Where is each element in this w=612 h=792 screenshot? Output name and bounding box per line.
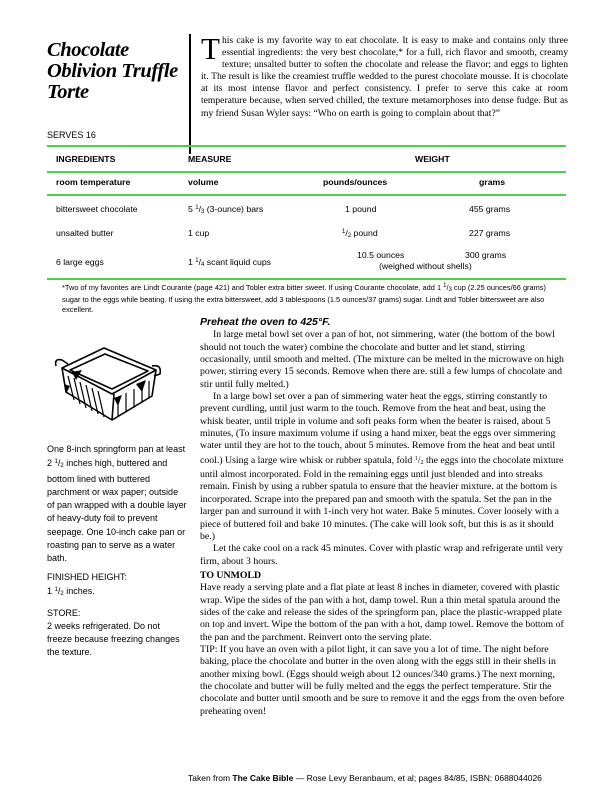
header-weight: WEIGHT	[415, 154, 450, 164]
roasting-pan-illustration	[52, 340, 164, 428]
row-grams: 227 grams	[469, 228, 511, 238]
table-subheader-rule	[47, 194, 566, 196]
row-pounds: 1 pound	[345, 204, 377, 214]
drop-cap: T	[201, 31, 220, 66]
unmold-paragraph: Have ready a serving plate and a flat plate at least 8 inches in diameter, covered with plastic wrap. Wipe the sides of the pan with a hot, damp towel. Run a thin metal spatula around the sides of the cake and release the sides of the springform pan, place the plastic-wrapped plate on top and invert. Wipe the bottom of the pan with a hot, damp towel. Remove the bottom of the pan and the parchment. Reinvert onto the serving plate.	[200, 582, 564, 643]
row-measure: 1 $^1/_4$ scant liquid cups	[188, 257, 272, 268]
ingredients-table	[47, 145, 566, 280]
header-measure: MEASURE	[188, 154, 232, 164]
row-measure: 5 $^1/_3$ (3-ounce) bars	[188, 204, 264, 215]
store-text: 2 weeks refrigerated. Do not freeze because freezing changes the texture.	[47, 621, 180, 658]
row-pounds: 10.5 ounces	[357, 250, 405, 260]
method-paragraph-3: Let the cake cool on a rack 45 minutes. Cover with plastic wrap and refrigerate until very firm, about 3 hours.	[200, 543, 564, 567]
intro-text: his cake is my favorite way to eat chocolate. It is easy to make and contains only three essential ingredients: the very best chocolate,* for a full, rich flavor and smooth, creamy texture; unsalted butter to soften the chocolate and release the flavor; and eggs to lighten it. The result is like the creamiest truffle wedded to the purest chocolate mousse. It is chocolate at its most intense flavor and perfect consistency. I prefer to serve this cake at room temperature because, when served chilled, the texture metamorphoses into dense fudge. But as my friend Susan Wyler says: “Who on earth is going to complain about that?”	[201, 35, 568, 119]
header-ingredients: INGREDIENTS	[56, 154, 116, 164]
subheader-ingredients: room temperature	[56, 177, 131, 187]
table-row	[47, 222, 566, 246]
tip-paragraph: TIP: If you have an oven with a pilot light, it can save you a lot of time. The night before baking, place the chocolate and butter in the oven along with the eggs still in their shells in another mixing bowl. (Eggs should weigh about 12 ounces/340 grams.) The next morning, the chocolate and butter will be fully melted and the eggs the perfect temperature. Stir the chocolate and butter until smooth and be sure to remove it and the eggs from the oven before preheating oven!	[200, 643, 565, 717]
subheader-pounds: pounds/ounces	[323, 177, 388, 187]
equipment-sidebar	[47, 443, 187, 659]
table-header-row	[47, 147, 566, 171]
subheader-measure: volume	[188, 177, 219, 187]
row-ingredient: unsalted butter	[56, 228, 114, 238]
table-bottom-rule	[47, 278, 566, 280]
row-ingredient: 6 large eggs	[56, 257, 104, 267]
finished-height-label: FINISHED HEIGHT:	[47, 571, 128, 582]
row-note: (weighed without shells)	[379, 261, 472, 271]
finished-height-value: 1 $^1/_2$ inches.	[47, 585, 95, 597]
equipment-text: One 8-inch springform pan at least 2 $^1/_2$ inches high, buttered and bottom lined with buttered parchment or wax paper; outside of pan wrapped with a double layer of heavy-duty foil to prevent seepage. One 10-inch cake pan or roasting pan to serve as a water bath.	[47, 444, 187, 563]
row-grams: 455 grams	[469, 204, 511, 214]
table-row	[47, 246, 566, 278]
title-line-3: Torte	[47, 81, 89, 103]
subheader-grams: grams	[479, 177, 506, 187]
intro-paragraph	[201, 31, 568, 120]
table-subheader-row	[47, 173, 566, 194]
row-pounds: $^1/_2$ pound	[342, 228, 378, 239]
book-title: The Cake Bible	[232, 773, 294, 783]
source-credit: Taken from The Cake Bible — Rose Levy Beranbaum, et al; pages 84/85, ISBN: 0688044026	[188, 773, 542, 783]
title-line-1: Chocolate	[47, 39, 129, 61]
recipe-title	[47, 40, 187, 103]
table-row	[47, 198, 566, 222]
store-label: STORE:	[47, 608, 81, 619]
serves-label: SERVES 16	[47, 130, 96, 140]
unmold-heading: TO UNMOLD	[200, 569, 262, 581]
row-ingredient: bittersweet chocolate	[56, 204, 138, 214]
chocolate-footnote: *Two of my favorites are Lindt Courante (page 421) and Tobler extra bitter sweet. If using Courante chocolate, add 1 $^1/_3$ cup (2.25 ounces/66 grams) sugar to the eggs while beating. If using the extra bittersweet, add 3 tablespoons (1.5 ounces/37 grams) sugar. Lindt and Tobler bittersweet are also excellent.	[62, 283, 546, 314]
row-grams: 300 grams	[465, 250, 507, 260]
title-line-2: Oblivion Truffle	[47, 60, 178, 82]
method-paragraph-1: In large metal bowl set over a pan of hot, not simmering, water (the bottom of the bowl should not touch the water) combine the chocolate and butter and let stand, stirring occasionally, until smooth and melted. (The mixture can be melted in the microwave on high power, stirring every 15 seconds. Remove when there are. still a few lumps of chocolate and stir until fully melted.)	[200, 329, 564, 390]
method-paragraph-2: In a large bowl set over a pan of simmering water heat the eggs, stirring constantly to prevent curdling, until just warm to the touch. Remove from the heat and beat, using the whisk beater, until triple in volume and soft peaks form when the beater is raised, about 5 minutes, (To insure maximum volume if using a hand mixer, beat the eggs over simmering water until they are hot to the touch, about 5 minutes. Remove from the heat and beat until cool.) Using a large wire whisk or rubber spatula, fold $^1/_2$ the eggs into the chocolate mixture until almost incorporated. Fold in the remaining eggs until just blended and into streaks remain. Finish by using a rubber spatula to ensure that the heavier mixture. at the bottom is incorporated. Scrape into the prepared pan and smooth with the spatula. Set the pan in the larger pan and surround it with 1-inch very hot water. Bake 5 minutes. Cover loosely with a piece of buttered foil and bake 10 minutes. (The cake will look soft, but this is as it should be.)	[200, 391, 564, 542]
row-measure: 1 cup	[188, 228, 210, 238]
title-divider	[189, 34, 191, 154]
preheat-heading: Preheat the oven to 425°F.	[200, 316, 331, 328]
method-column	[200, 316, 569, 718]
